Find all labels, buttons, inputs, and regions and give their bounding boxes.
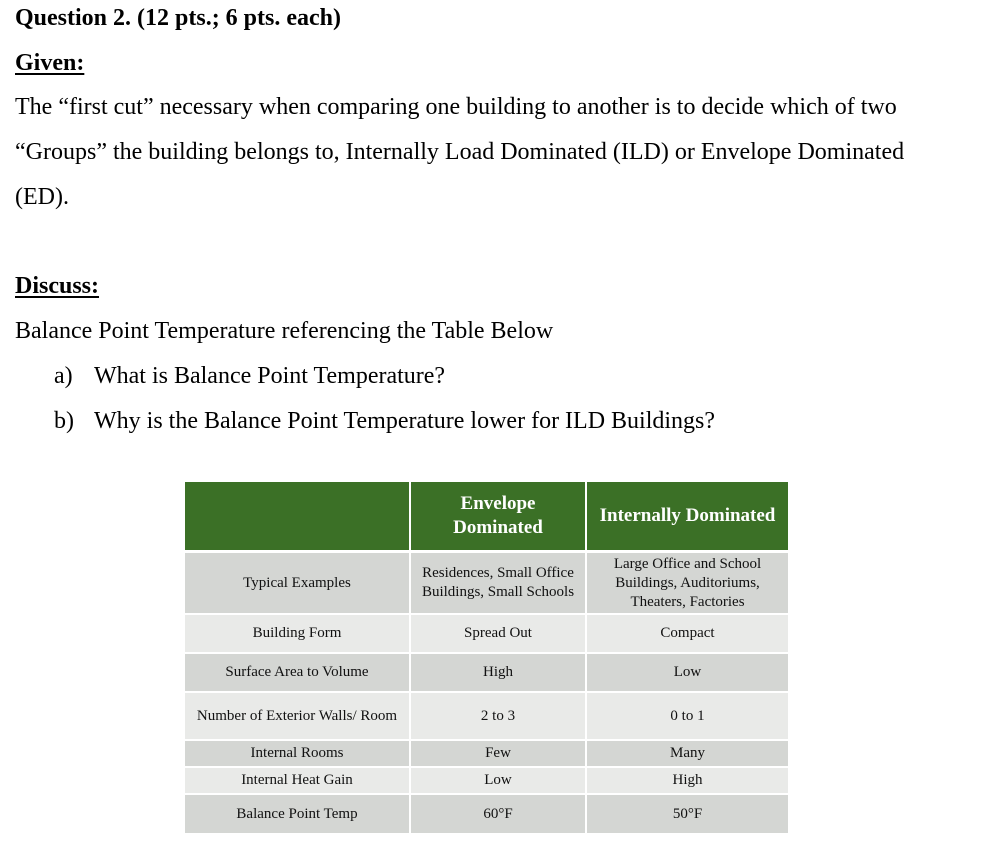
- list-marker: b): [54, 408, 74, 434]
- comparison-table: [185, 482, 788, 835]
- ed-cell: Low: [410, 767, 586, 794]
- ild-cell: Large Office and School Buildings, Auditoriums, Theaters, Factories: [586, 552, 788, 615]
- table-header-row: [185, 482, 788, 552]
- ild-cell: 0 to 1: [586, 692, 788, 740]
- ed-cell: 60°F: [410, 794, 586, 834]
- list-text: Why is the Balance Point Temperature lower for ILD Buildings?: [94, 408, 716, 434]
- header-blank-cell: [185, 482, 410, 552]
- row-label: Surface Area to Volume: [185, 653, 410, 692]
- row-label: Balance Point Temp: [185, 794, 410, 834]
- list-item: [54, 362, 445, 390]
- row-label: Internal Rooms: [185, 740, 410, 767]
- ed-cell: Spread Out: [410, 614, 586, 653]
- given-line-1: The “first cut” necessary when comparing one building to another is to decide which of two: [15, 94, 897, 120]
- discuss-heading: Discuss:: [15, 273, 100, 299]
- ed-cell: Few: [410, 740, 586, 767]
- ild-cell: Low: [586, 653, 788, 692]
- row-label: Typical Examples: [185, 552, 410, 615]
- ed-cell: High: [410, 653, 586, 692]
- question-title: Question 2. (12 pts.; 6 pts. each): [15, 5, 342, 31]
- table-row: [185, 653, 788, 692]
- ed-cell: 2 to 3: [410, 692, 586, 740]
- ild-cell: High: [586, 767, 788, 794]
- given-line-3: (ED).: [15, 184, 69, 210]
- given-line-2: “Groups” the building belongs to, Internally Load Dominated (ILD) or Envelope Dominated: [15, 139, 905, 165]
- ild-cell: 50°F: [586, 794, 788, 834]
- row-label: Building Form: [185, 614, 410, 653]
- list-item: [54, 407, 715, 435]
- discuss-intro: Balance Point Temperature referencing the Table Below: [15, 318, 554, 344]
- row-label: Internal Heat Gain: [185, 767, 410, 794]
- list-text: What is Balance Point Temperature?: [94, 363, 446, 389]
- table-row: [185, 614, 788, 653]
- table-row: [185, 740, 788, 767]
- ild-cell: Many: [586, 740, 788, 767]
- header-internally-dominated: Internally Dominated: [586, 482, 788, 552]
- ed-cell: Residences, Small Office Buildings, Small Schools: [410, 552, 586, 615]
- list-marker: a): [54, 363, 73, 389]
- table-row: [185, 767, 788, 794]
- table-row: [185, 794, 788, 834]
- ild-cell: Compact: [586, 614, 788, 653]
- row-label: Number of Exterior Walls/ Room: [185, 692, 410, 740]
- given-heading: Given:: [15, 50, 85, 76]
- header-envelope-dominated: Envelope Dominated: [410, 482, 586, 552]
- table-row: [185, 692, 788, 740]
- table-row: [185, 552, 788, 615]
